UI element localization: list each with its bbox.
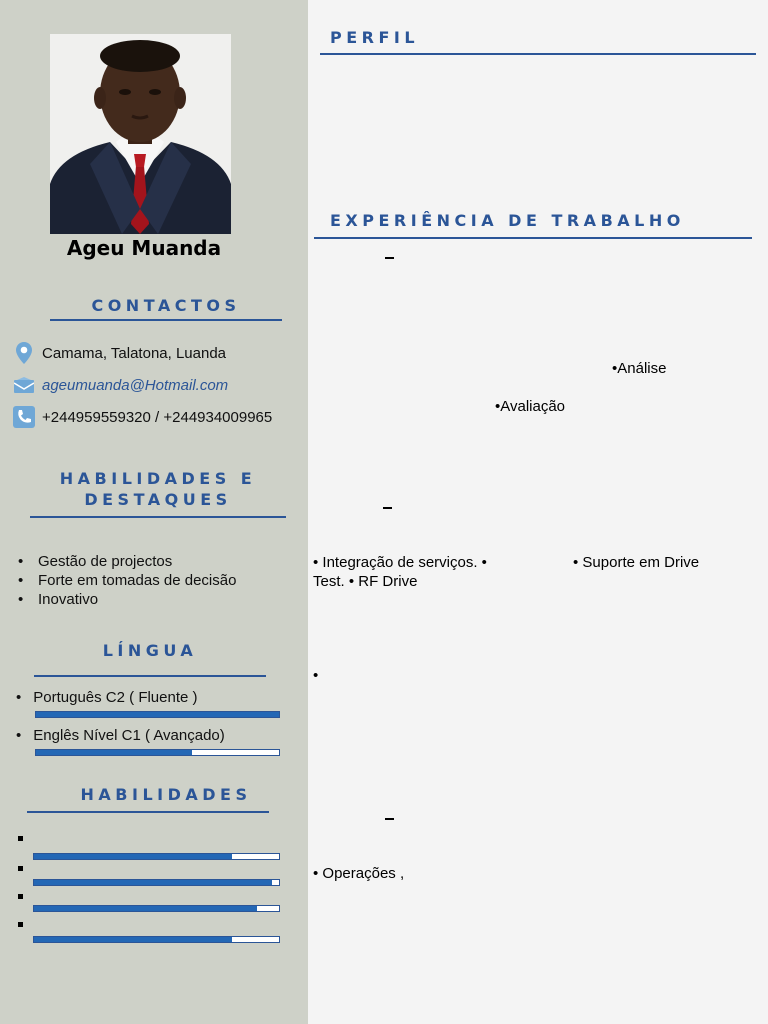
skills-divider (27, 811, 269, 813)
dash-marker (385, 257, 394, 259)
suporte-text: • Suporte em Drive (573, 554, 700, 571)
analise-text: •Análise (612, 360, 667, 377)
skill-bullet (18, 836, 23, 841)
email-link[interactable]: ageumuanda@Hotmail.com (42, 376, 229, 394)
language-portuguese: • Português C2 ( Fluente ) (16, 689, 198, 706)
language-divider (34, 675, 266, 677)
highlights-heading: HABILIDADES E DESTAQUES (59, 469, 257, 509)
bullet-text: • (313, 667, 319, 684)
address-text: Camama, Talatona, Luanda (42, 344, 227, 362)
contact-address (12, 341, 226, 365)
skill-bullet (18, 894, 23, 899)
highlights-divider (30, 516, 286, 518)
contact-phone (12, 405, 272, 429)
experience-heading: EXPERIÊNCIA DE TRABALHO (330, 211, 685, 230)
skill-bullet (18, 922, 23, 927)
skill-bar (33, 905, 280, 912)
language-bar-portuguese (35, 711, 280, 718)
highlights-list (18, 552, 236, 609)
skills-heading: HABILIDADES (80, 785, 252, 804)
location-pin-icon (12, 341, 36, 365)
sidebar (0, 0, 308, 1024)
list-item: • Forte em tomadas de decisão (18, 571, 236, 590)
dash-marker (383, 507, 392, 509)
language-heading: LÍNGUA (102, 641, 198, 660)
integracao-text: • Integração de serviços. • (313, 554, 487, 571)
skill-bar (33, 936, 280, 943)
skill-bar (33, 879, 280, 886)
skill-bar (33, 853, 280, 860)
avaliacao-text: •Avaliação (495, 398, 566, 415)
language-bar-english (35, 749, 280, 756)
perfil-heading: PERFIL (330, 28, 420, 47)
skill-bullet (18, 866, 23, 871)
profile-photo (50, 34, 231, 234)
experience-divider (314, 237, 752, 239)
contacts-divider (50, 319, 282, 321)
person-name: Ageu Muanda (66, 236, 222, 260)
list-item: • Inovativo (18, 590, 236, 609)
phone-icon (12, 405, 36, 429)
contacts-heading: CONTACTOS (91, 296, 241, 315)
list-item: • Gestão de projectos (18, 552, 236, 571)
test-text: Test. • RF Drive (313, 573, 418, 590)
envelope-icon (12, 373, 36, 397)
contact-email (12, 373, 228, 397)
perfil-divider (320, 53, 756, 55)
dash-marker (385, 818, 394, 820)
phone-text: +244959559320 / +244934009965 (42, 408, 273, 426)
language-english: • Englês Nível C1 ( Avançado) (16, 727, 225, 744)
operacoes-text: • Operações , (313, 865, 405, 882)
